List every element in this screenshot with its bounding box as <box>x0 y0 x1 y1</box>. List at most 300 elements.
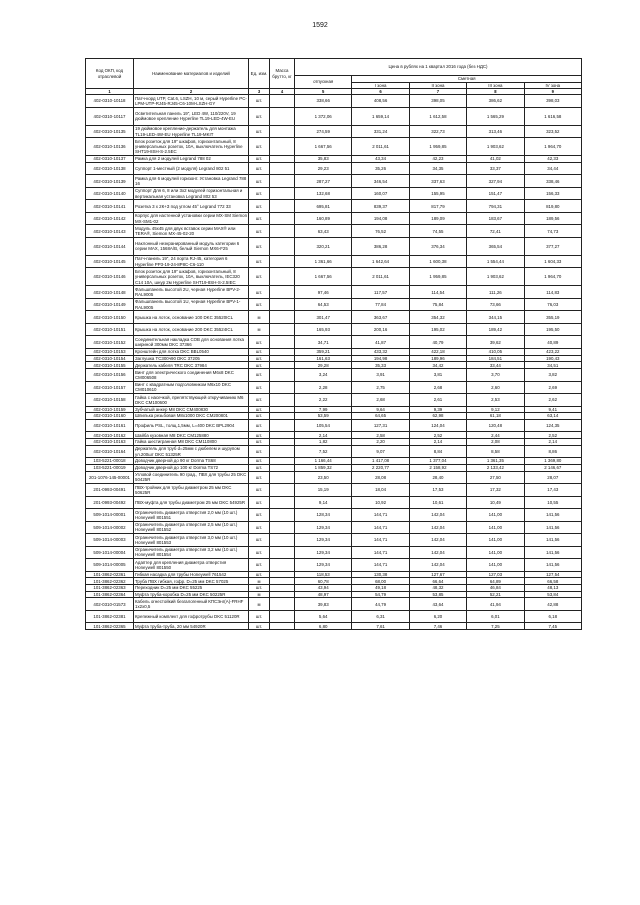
cell-zone-3-price: 184,51 <box>467 355 524 362</box>
cell-zone-4-price: 338,46 <box>524 175 581 188</box>
cell-name: Зубчатый анкер М8 DKC CM400830 <box>134 406 249 413</box>
cell-mass <box>270 225 295 238</box>
cell-mass <box>270 162 295 175</box>
cell-zone-2-price: 40,79 <box>409 336 466 349</box>
cell-name: Ограничитель диаметра отверстия 2,5 мм (10 шт.) Honeywell 801552 <box>134 521 249 534</box>
cell-zone-4-price: 141,56 <box>524 509 581 522</box>
cell-zone-2-price: 322,73 <box>409 125 466 138</box>
cell-zone-3-price: 64,89 <box>467 578 524 585</box>
cell-unit: шт. <box>249 458 270 465</box>
cell-code: 509-1014-00001 <box>86 509 134 522</box>
cell-zone-2-price: 75,84 <box>409 298 466 311</box>
cell-code: 402-0310-10158 <box>86 394 134 407</box>
cell-code: 402-0310-10148 <box>86 286 134 299</box>
cell-zone-1-price: 363,67 <box>352 311 409 324</box>
cell-zone-4-price: 9,41 <box>524 406 581 413</box>
cell-unit: шт. <box>249 610 270 623</box>
table-row <box>86 286 582 299</box>
table-row <box>86 445 582 458</box>
table-row <box>86 369 582 382</box>
cell-zone-3-price: 27,50 <box>467 471 524 484</box>
cell-release-price: 129,34 <box>295 534 352 547</box>
cell-unit: шт. <box>249 162 270 175</box>
cell-zone-4-price: 1 369,80 <box>524 458 581 465</box>
cell-release-price: 1 372,06 <box>295 107 352 125</box>
column-number: 4 <box>270 89 295 95</box>
header-mass: Масса брутто, кг <box>270 59 295 89</box>
cell-unit: шт. <box>249 298 270 311</box>
cell-release-price: 23,50 <box>295 471 352 484</box>
cell-zone-3-price: 189,42 <box>467 323 524 336</box>
cell-mass <box>270 496 295 509</box>
cell-zone-4-price: 141,56 <box>524 521 581 534</box>
cell-release-price: 2,22 <box>295 394 352 407</box>
cell-name: Фальшпанель высотой 2U, черная Hyperline BPV-2-RAL9005 <box>134 286 249 299</box>
header-unit: Ед. изм. <box>249 59 270 89</box>
cell-name: 19 дюймовое крепление-держатель для монтажа TL19-LED-4W-EU Hyperline TL19-MKIT <box>134 125 249 138</box>
cell-unit: шт. <box>249 156 270 163</box>
cell-release-price: 165,93 <box>295 323 352 336</box>
cell-zone-3-price: 39,62 <box>467 336 524 349</box>
cell-zone-4-price: 2,14 <box>524 439 581 446</box>
cell-zone-1-price: 3,91 <box>352 369 409 382</box>
cell-zone-1-price: 433,32 <box>352 348 409 355</box>
cell-unit: м <box>249 598 270 611</box>
cell-unit: шт. <box>249 439 270 446</box>
cell-name: Переходник D=25 мм DKC 55225 <box>134 585 249 592</box>
cell-unit: шт. <box>249 95 270 108</box>
cell-release-price: 15,19 <box>295 484 352 497</box>
cell-zone-1-price: 194,08 <box>352 212 409 225</box>
cell-unit: шт. <box>249 255 270 268</box>
cell-name: Ограничитель диаметра отверстия 3,0 мм (10 шт.) Honeywell 801553 <box>134 534 249 547</box>
cell-code: 101-3862-02363 <box>86 585 134 592</box>
cell-unit: шт. <box>249 355 270 362</box>
cell-name: Гибкая насадка для трубы Honeywell 761542 <box>134 571 249 578</box>
cell-zone-4-price: 3,82 <box>524 369 581 382</box>
cell-release-price: 338,66 <box>295 95 352 108</box>
cell-zone-2-price: 1 377,04 <box>409 458 466 465</box>
cell-mass <box>270 571 295 578</box>
cell-mass <box>270 534 295 547</box>
cell-mass <box>270 323 295 336</box>
cell-release-price: 695,81 <box>295 200 352 213</box>
cell-mass <box>270 610 295 623</box>
cell-zone-1-price: 1 642,64 <box>352 255 409 268</box>
table-row <box>86 413 582 420</box>
cell-zone-1-price: 2,58 <box>352 432 409 439</box>
cell-zone-2-price: 2,68 <box>409 381 466 394</box>
cell-code: 509-1014-00002 <box>86 521 134 534</box>
cell-release-price: 1 166,44 <box>295 458 352 465</box>
cell-zone-1-price: 54,79 <box>352 591 409 598</box>
cell-release-price: 129,34 <box>295 559 352 572</box>
cell-zone-3-price: 2,60 <box>467 381 524 394</box>
cell-mass <box>270 187 295 200</box>
cell-unit: шт. <box>249 381 270 394</box>
cell-unit: шт. <box>249 419 270 432</box>
cell-code: 402-0310-10146 <box>86 268 134 286</box>
cell-name: Крепежный комплект для гофротрубы DKC 51120R <box>134 610 249 623</box>
cell-zone-1-price: 2 011,61 <box>352 138 409 156</box>
table-row <box>86 200 582 213</box>
cell-zone-1-price: 28,08 <box>352 471 409 484</box>
cell-release-price: 359,21 <box>295 348 352 355</box>
cell-unit: шт. <box>249 521 270 534</box>
cell-zone-2-price: 337,63 <box>409 175 466 188</box>
cell-zone-3-price: 313,46 <box>467 125 524 138</box>
table-row <box>86 323 582 336</box>
cell-code: 402-0310-10159 <box>86 406 134 413</box>
cell-zone-1-price: 41,87 <box>352 336 409 349</box>
cell-zone-4-price: 1 604,33 <box>524 255 581 268</box>
table-row <box>86 578 582 585</box>
cell-zone-2-price: 376,34 <box>409 237 466 255</box>
table-row <box>86 107 582 125</box>
column-number: 2 <box>134 89 249 95</box>
cell-unit: шт. <box>249 394 270 407</box>
cell-mass <box>270 419 295 432</box>
cell-zone-1-price: 144,71 <box>352 559 409 572</box>
cell-name: Рамка для 2 модулей Legrand 788 02 <box>134 156 249 163</box>
cell-unit: шт. <box>249 509 270 522</box>
table-row <box>86 591 582 598</box>
cell-zone-3-price: 1 361,35 <box>467 458 524 465</box>
cell-mass <box>270 298 295 311</box>
price-table-body <box>86 95 582 630</box>
cell-zone-1-price: 9,07 <box>352 445 409 458</box>
cell-release-price: 97,46 <box>295 286 352 299</box>
table-row <box>86 381 582 394</box>
cell-zone-1-price: 2 011,61 <box>352 268 409 286</box>
cell-zone-1-price: 160,07 <box>352 187 409 200</box>
cell-mass <box>270 591 295 598</box>
cell-name: Муфта труба-коробка D=25 мм DKC 50225R <box>134 591 249 598</box>
cell-code: 402-0310-10163 <box>86 439 134 446</box>
column-number: 7 <box>409 89 466 95</box>
header-price-title: Цена в рублях на 1 квартал 2016 года (без НДС) <box>295 59 582 76</box>
column-number: 6 <box>352 89 409 95</box>
cell-unit: шт. <box>249 286 270 299</box>
cell-code: 103-5221-00018 <box>86 458 134 465</box>
cell-zone-1-price: 127,31 <box>352 419 409 432</box>
cell-unit: шт. <box>249 445 270 458</box>
cell-unit: шт. <box>249 175 270 188</box>
cell-zone-4-price: 74,73 <box>524 225 581 238</box>
table-row <box>86 125 582 138</box>
cell-release-price: 2,14 <box>295 432 352 439</box>
cell-zone-3-price: 52,21 <box>467 591 524 598</box>
cell-zone-1-price: 144,71 <box>352 534 409 547</box>
cell-code: 402-0310-10156 <box>86 369 134 382</box>
cell-zone-2-price: 43,64 <box>409 598 466 611</box>
cell-zone-4-price: 195,50 <box>524 323 581 336</box>
cell-unit: шт. <box>249 362 270 369</box>
cell-zone-1-price: 839,37 <box>352 200 409 213</box>
cell-name: Суппорт 1-местный (2 модуля) Legrand 802 51 <box>134 162 249 175</box>
cell-zone-1-price: 346,54 <box>352 175 409 188</box>
cell-zone-2-price: 17,53 <box>409 484 466 497</box>
cell-code: 402-0310-10143 <box>86 225 134 238</box>
cell-unit: шт. <box>249 336 270 349</box>
table-row <box>86 598 582 611</box>
cell-unit: шт. <box>249 187 270 200</box>
cell-zone-4-price: 141,56 <box>524 534 581 547</box>
table-row <box>86 464 582 471</box>
cell-zone-4-price: 34,44 <box>524 162 581 175</box>
page-number: 1592 <box>312 22 328 29</box>
cell-code: 402-0310-10139 <box>86 175 134 188</box>
cell-zone-3-price: 141,00 <box>467 546 524 559</box>
cell-code: 201-0993-00492 <box>86 496 134 509</box>
cell-zone-3-price: 33,37 <box>467 162 524 175</box>
header-zone-4: IV зона <box>524 82 581 89</box>
cell-zone-1-price: 194,98 <box>352 355 409 362</box>
cell-code: 402-0310-10157 <box>86 381 134 394</box>
table-row <box>86 419 582 432</box>
header-zone-2: II зона <box>409 82 466 89</box>
table-row <box>86 348 582 355</box>
cell-release-price: 118,53 <box>295 571 352 578</box>
cell-release-price: 2,28 <box>295 381 352 394</box>
cell-zone-2-price: 6,20 <box>409 610 466 623</box>
cell-mass <box>270 413 295 420</box>
cell-name: Соединительная накладка СОВ для основания лотка шириной 300мм DKC 37366 <box>134 336 249 349</box>
cell-release-price: 53,59 <box>295 413 352 420</box>
cell-zone-2-price: 34,42 <box>409 362 466 369</box>
cell-mass <box>270 546 295 559</box>
cell-zone-2-price: 2,61 <box>409 394 466 407</box>
cell-zone-3-price: 365,54 <box>467 237 524 255</box>
header-code: Код ОКП, код отраслевой <box>86 59 134 89</box>
table-row <box>86 255 582 268</box>
cell-release-price: 129,34 <box>295 546 352 559</box>
cell-code: 101-3862-02365 <box>86 623 134 630</box>
cell-code: 402-0310-10142 <box>86 212 134 225</box>
table-row <box>86 175 582 188</box>
cell-code: 103-5221-00019 <box>86 464 134 471</box>
cell-release-price: 1 859,32 <box>295 464 352 471</box>
cell-zone-4-price: 423,22 <box>524 348 581 355</box>
cell-zone-1-price: 2,75 <box>352 381 409 394</box>
table-row <box>86 571 582 578</box>
cell-zone-2-price: 127,67 <box>409 571 466 578</box>
cell-name: Ограничитель диаметра отверстия 2,0 мм (10 шт.) Honeywell 801551 <box>134 509 249 522</box>
cell-name: Розетка 3 х 2К+З под углом 45° Legrand 772 33 <box>134 200 249 213</box>
cell-zone-2-price: 62,98 <box>409 413 466 420</box>
cell-zone-3-price: 61,18 <box>467 413 524 420</box>
cell-zone-1-price: 1 417,08 <box>352 458 409 465</box>
cell-zone-4-price: 42,33 <box>524 156 581 163</box>
cell-name: Доводчик дверной до 100 кг Dorma TS72 <box>134 464 249 471</box>
cell-unit: м <box>249 578 270 585</box>
cell-unit: шт. <box>249 571 270 578</box>
cell-zone-2-price: 155,95 <box>409 187 466 200</box>
cell-zone-2-price: 195,02 <box>409 323 466 336</box>
cell-release-price: 1 667,56 <box>295 268 352 286</box>
cell-zone-4-price: 2,62 <box>524 394 581 407</box>
cell-zone-2-price: 142,04 <box>409 521 466 534</box>
cell-mass <box>270 458 295 465</box>
cell-release-price: 274,59 <box>295 125 352 138</box>
cell-name: Крышка на лоток, основание 100 DKC 35520ICL <box>134 311 249 324</box>
cell-name: Кронштейн для лотка DKC BBL0540 <box>134 348 249 355</box>
cell-zone-1-price: 7,61 <box>352 623 409 630</box>
cell-release-price: 35,83 <box>295 156 352 163</box>
cell-code: 402-0310-10152 <box>86 336 134 349</box>
cell-name: Рамка для 6 модулей горизонт. Установка Legrand 788 16 <box>134 175 249 188</box>
cell-zone-3-price: 327,94 <box>467 175 524 188</box>
cell-mass <box>270 362 295 369</box>
cell-zone-2-price: 53,85 <box>409 591 466 598</box>
cell-zone-3-price: 410,05 <box>467 348 524 355</box>
cell-zone-2-price: 28,40 <box>409 471 466 484</box>
cell-zone-1-price: 35,26 <box>352 162 409 175</box>
cell-mass <box>270 464 295 471</box>
cell-name: Доводчик дверной до 90 кг Dorma TS68 <box>134 458 249 465</box>
cell-release-price: 3,24 <box>295 369 352 382</box>
cell-zone-2-price: 142,04 <box>409 534 466 547</box>
cell-zone-4-price: 156,33 <box>524 187 581 200</box>
cell-zone-3-price: 111,26 <box>467 286 524 299</box>
cell-zone-4-price: 76,03 <box>524 298 581 311</box>
price-table-wrapper <box>85 58 582 630</box>
cell-zone-2-price: 2,14 <box>409 439 466 446</box>
cell-release-price: 7,99 <box>295 406 352 413</box>
cell-code: 101-3862-02361 <box>86 571 134 578</box>
cell-name: Фальшпанель высотой 1U, черная Hyperline BPV-1-RAL9005 <box>134 298 249 311</box>
cell-mass <box>270 355 295 362</box>
cell-unit: шт. <box>249 406 270 413</box>
column-number: 9 <box>524 89 581 95</box>
cell-name: Шайба кузовная М8 DKC CM125880 <box>134 432 249 439</box>
cell-zone-3-price: 1 903,62 <box>467 138 524 156</box>
cell-zone-2-price: 398,05 <box>409 95 466 108</box>
cell-name: Блок розеток для 19" шкафов, горизонтальный, 8 универсальных розеток, 10А, выключатель Hyperline SHT19-8SH-S-2.5EC <box>134 138 249 156</box>
cell-zone-4-price: 398,03 <box>524 95 581 108</box>
cell-code: 402-0310-10161 <box>86 419 134 432</box>
cell-release-price: 1,82 <box>295 439 352 446</box>
cell-zone-4-price: 819,80 <box>524 200 581 213</box>
cell-zone-1-price: 6,31 <box>352 610 409 623</box>
cell-name: Угловой соединитель 90 град., ПВХ для трубы 25 DKC 50425R <box>134 471 249 484</box>
cell-mass <box>270 107 295 125</box>
cell-code: 402-0310-10118 <box>86 95 134 108</box>
cell-zone-2-price: 34,35 <box>409 162 466 175</box>
cell-zone-4-price: 190,43 <box>524 355 581 362</box>
cell-unit: м <box>249 323 270 336</box>
cell-zone-4-price: 2,52 <box>524 432 581 439</box>
cell-name: Муфта труба-труба, 20 мм 54920R <box>134 623 249 630</box>
cell-mass <box>270 445 295 458</box>
table-row <box>86 268 582 286</box>
cell-name: ПВХ-муфта для трубы диаметром 25 мм DKC 54925R <box>134 496 249 509</box>
cell-zone-2-price: 189,96 <box>409 355 466 362</box>
cell-zone-4-price: 1 964,70 <box>524 138 581 156</box>
cell-mass <box>270 509 295 522</box>
cell-name: Винт для электрического соединения М6х8 DKC CM006508 <box>134 369 249 382</box>
cell-zone-4-price: 8,86 <box>524 445 581 458</box>
cell-zone-1-price: 2,20 <box>352 439 409 446</box>
cell-unit: шт. <box>249 212 270 225</box>
cell-zone-3-price: 794,31 <box>467 200 524 213</box>
table-row <box>86 521 582 534</box>
cell-zone-3-price: 3,70 <box>467 369 524 382</box>
cell-name: Наклонный неэкранированный модуль категории 6 серии MAX, 1568A/B, белый Siemon MX6-F25 <box>134 237 249 255</box>
cell-zone-1-price: 77,84 <box>352 298 409 311</box>
cell-mass <box>270 200 295 213</box>
cell-release-price: 1 361,66 <box>295 255 352 268</box>
cell-zone-2-price: 42,23 <box>409 156 466 163</box>
cell-zone-2-price: 2,52 <box>409 432 466 439</box>
cell-zone-3-price: 344,15 <box>467 311 524 324</box>
cell-release-price: 1 667,56 <box>295 138 352 156</box>
cell-zone-3-price: 73,66 <box>467 298 524 311</box>
cell-release-price: 34,71 <box>295 336 352 349</box>
cell-code: 509-1014-00004 <box>86 546 134 559</box>
header-zone-3: III зона <box>467 82 524 89</box>
cell-mass <box>270 394 295 407</box>
cell-code: 509-1014-00003 <box>86 534 134 547</box>
cell-code: 509-1014-00005 <box>86 559 134 572</box>
cell-zone-4-price: 66,58 <box>524 578 581 585</box>
cell-zone-2-price: 48,32 <box>409 585 466 592</box>
table-row <box>86 95 582 108</box>
cell-zone-2-price: 66,64 <box>409 578 466 585</box>
cell-zone-3-price: 72,41 <box>467 225 524 238</box>
cell-zone-3-price: 2,44 <box>467 432 524 439</box>
table-row <box>86 311 582 324</box>
cell-code: 402-0310-10138 <box>86 162 134 175</box>
cell-zone-1-price: 408,56 <box>352 95 409 108</box>
cell-zone-3-price: 8,58 <box>467 445 524 458</box>
cell-code: 402-0310-10137 <box>86 156 134 163</box>
cell-zone-3-price: 1 554,44 <box>467 255 524 268</box>
table-row <box>86 237 582 255</box>
cell-zone-2-price: 422,18 <box>409 348 466 355</box>
cell-mass <box>270 125 295 138</box>
cell-zone-3-price: 41,02 <box>467 156 524 163</box>
cell-mass <box>270 336 295 349</box>
cell-zone-4-price: 2 146,67 <box>524 464 581 471</box>
table-row <box>86 534 582 547</box>
cell-mass <box>270 598 295 611</box>
cell-zone-1-price: 44,79 <box>352 598 409 611</box>
cell-mass <box>270 156 295 163</box>
cell-zone-3-price: 17,32 <box>467 484 524 497</box>
cell-code: 101-3862-02364 <box>86 591 134 598</box>
cell-mass <box>270 585 295 592</box>
cell-unit: шт. <box>249 534 270 547</box>
cell-name: Шпилька резьбовая М8х1000 DKC CM200801 <box>134 413 249 420</box>
cell-unit: шт. <box>249 107 270 125</box>
cell-name: Адаптер для крепления диаметра отверстия Honeywell 801550 <box>134 559 249 572</box>
cell-name: Модуль 45х45 для двух вставок серии MAX® или TERA®, Siemon MX-45-02-20 <box>134 225 249 238</box>
cell-zone-2-price: 7,46 <box>409 623 466 630</box>
cell-zone-3-price: 2 133,42 <box>467 464 524 471</box>
cell-zone-4-price: 34,51 <box>524 362 581 369</box>
cell-zone-3-price: 386,62 <box>467 95 524 108</box>
cell-mass <box>270 138 295 156</box>
cell-zone-2-price: 1 959,85 <box>409 268 466 286</box>
cell-name: Патч-панель 19", 24 порта RJ-45, категория 6 Hyperline PP3-19-24-8P8C-C6-110 <box>134 255 249 268</box>
cell-zone-1-price: 130,38 <box>352 571 409 578</box>
cell-code: 402-0310-10151 <box>86 323 134 336</box>
table-row <box>86 484 582 497</box>
cell-zone-3-price: 41,94 <box>467 598 524 611</box>
cell-zone-4-price: 17,43 <box>524 484 581 497</box>
cell-code: 402-0310-10160 <box>86 413 134 420</box>
